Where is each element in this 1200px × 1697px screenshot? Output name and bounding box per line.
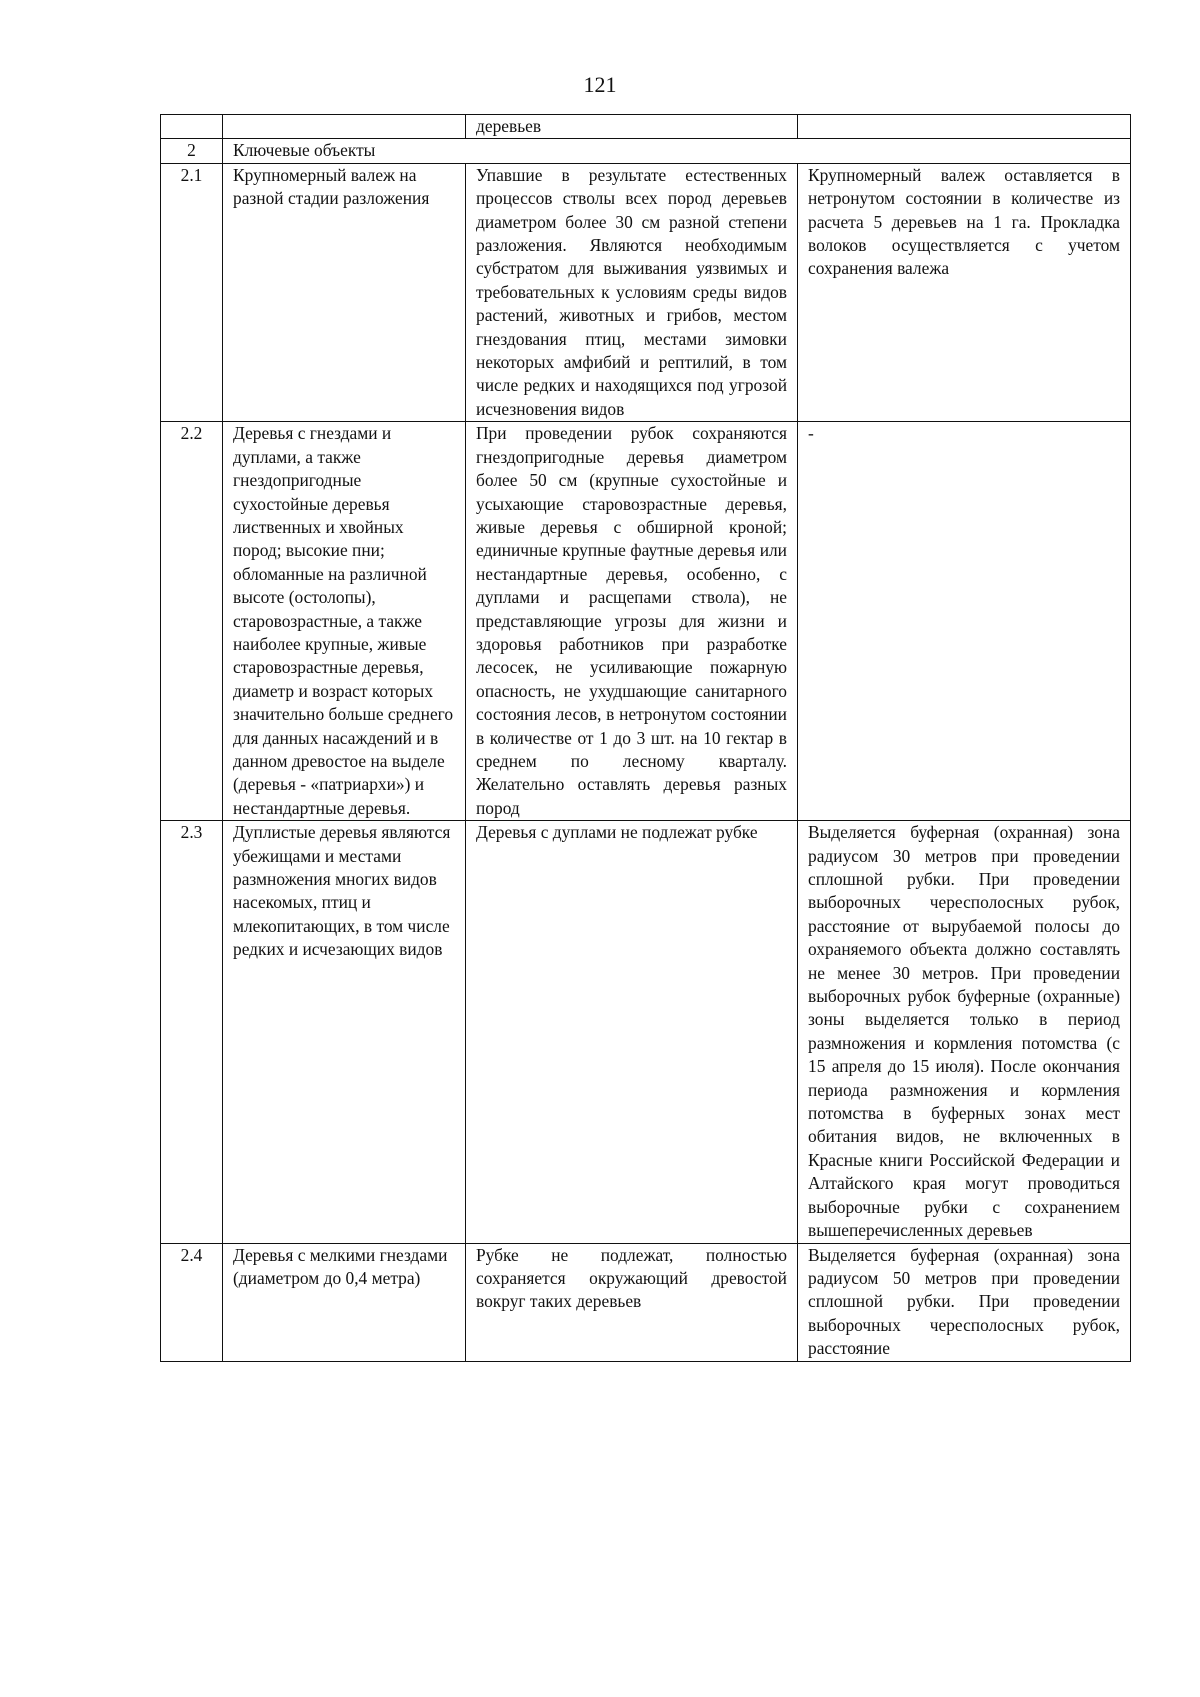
cell-description: деревьев — [466, 115, 798, 139]
table-row — [161, 821, 1131, 1243]
row-number: 2.4 — [161, 1243, 223, 1361]
protection-measures: Крупномерный валеж оставляется в нетронутом состоянии в количестве из расчета 5 деревьев на 1 га. Прокладка волоков осуществляется с учетом сохранения валежа — [798, 163, 1131, 421]
object-name: Деревья с гнездами и дуплами, а также гнездопригодные сухостойные деревья лиственных и хвойных пород; высокие пни; обломанные на различной высоте (остолопы), старовозрастные, а также наиболее крупные, живые старовозрастные деревья, диаметр и возраст которых значительно больше среднего для данных насаждений и в данном древостое на выделе (деревья - «патриархи») и нестандартные деревья. — [223, 422, 466, 821]
object-description: Упавшие в результате естественных процессов стволы всех пород деревьев диаметром более 30 см разной степени разложения. Являются необходимым субстратом для выживания уязвимых и требовательных к условиям среды видов растений, животных и грибов, местом гнездования птиц, местами зимовки некоторых амфибий и рептилий, в том числе редких и находящихся под угрозой исчезновения видов — [466, 163, 798, 421]
protection-measures: Выделяется буферная (охранная) зона радиусом 50 метров при проведении сплошной рубки. При проведении выборочных чересполосных рубок, расстояние — [798, 1243, 1131, 1361]
table-row — [161, 1243, 1131, 1361]
page-number: 121 — [583, 72, 617, 97]
protected-objects-table — [160, 114, 1131, 1362]
protection-measures: - — [798, 422, 1131, 821]
object-description: При проведении рубок сохраняются гнездопригодные деревья диаметром более 50 см (крупные сухостойные и усыхающие старовозрастные деревья, живые деревья с обширной кроной; единичные крупные фаутные деревья или нестандартные деревья, особенно, с дуплами и расщепами ствола), не представляющие угрозы для жизни и здоровья работников при разработке лесосек, не усиливающие пожарную опасность, не ухудшающие санитарного состояния лесов, в нетронутом состоянии в количестве от 1 до 3 шт. на 10 гектар в среднем по лесному кварталу. Желательно оставлять деревья разных пород — [466, 422, 798, 821]
cell-measures — [798, 115, 1131, 139]
table-row — [161, 422, 1131, 821]
row-number: 2.1 — [161, 163, 223, 421]
table-row-section — [161, 139, 1131, 163]
object-description: Деревья с дуплами не подлежат рубке — [466, 821, 798, 1243]
row-number: 2.2 — [161, 422, 223, 821]
table-row — [161, 163, 1131, 421]
cell-num — [161, 115, 223, 139]
row-number: 2.3 — [161, 821, 223, 1243]
section-title: Ключевые объекты — [223, 139, 1131, 163]
section-number: 2 — [161, 139, 223, 163]
object-name: Деревья с мелкими гнездами (диаметром до 0,4 метра) — [223, 1243, 466, 1361]
object-name: Крупномерный валеж на разной стадии разложения — [223, 163, 466, 421]
object-description: Рубке не подлежат, полностью сохраняется окружающий древостой вокруг таких деревьев — [466, 1243, 798, 1361]
object-name: Дуплистые деревья являются убежищами и местами размножения многих видов насекомых, птиц и млекопитающих, в том числе редких и исчезающих видов — [223, 821, 466, 1243]
cell-object — [223, 115, 466, 139]
protection-measures: Выделяется буферная (охранная) зона радиусом 30 метров при проведении сплошной рубки. При проведении выборочных чересполосных рубок, расстояние от вырубаемой полосы до охраняемого объекта должно составлять не менее 30 метров. При проведении выборочных рубок буферные (охранные) зоны выделяется только в период размножения и кормления потомства (с 15 апреля до 15 июля). После окончания периода размножения и кормления потомства в буферных зонах мест обитания видов, не включенных в Красные книги Российской Федерации и Алтайского края могут проводиться выборочные рубки с сохранением вышеперечисленных деревьев — [798, 821, 1131, 1243]
table-row-continuation — [161, 115, 1131, 139]
